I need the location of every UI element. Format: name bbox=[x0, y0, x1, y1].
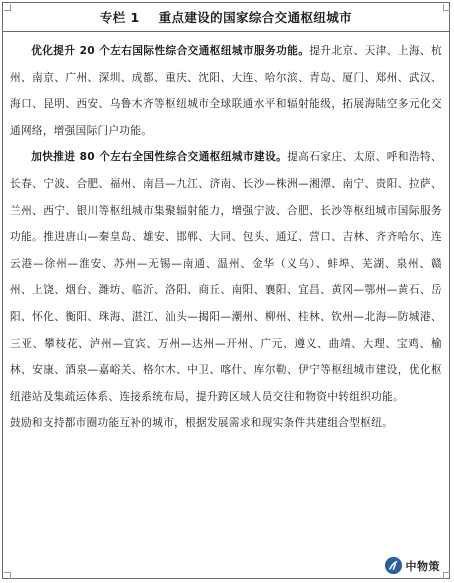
paragraph-national-hubs bbox=[10, 144, 442, 410]
column-title: 专栏 1 重点建设的国家综合交通枢纽城市 bbox=[99, 9, 353, 25]
logo-mark-icon bbox=[385, 557, 402, 574]
column-body bbox=[10, 38, 442, 437]
crop-mark-bottom-left bbox=[4, 572, 11, 579]
paragraph-lead: 加快推进 80 个左右全国性综合交通枢纽城市建设。 bbox=[31, 151, 288, 164]
crop-mark-bottom-right bbox=[443, 572, 450, 579]
paragraph-international-hubs bbox=[10, 38, 442, 144]
paragraph-combined-hubs: 鼓励和支持都市圈功能互补的城市，根据发展需求和现实条件共建组合型枢纽。 bbox=[10, 417, 394, 430]
logo-text: 中物策 bbox=[405, 559, 440, 573]
paragraph-text: 提升北京、天津、上海、杭州、南京、广州、深圳、成都、重庆、沈阳、大连、哈尔滨、青岛、厦门、郑州、武汉、海口、昆明、西安、乌鲁木齐等枢纽城市全球联通水平和辐射能级，拓展海陆空多元化交通网络，增强国际门户功能。 bbox=[10, 45, 442, 137]
paragraph-text: 提高石家庄、太原、呼和浩特、长春、宁波、合肥、福州、南昌—九江、济南、长沙—株洲—湘潭、南宁、贵阳、拉萨、兰州、西宁、银川等枢纽城市集聚辐射能力，增强宁波、合肥、长沙等枢纽城市国际服务功能。推进唐山—秦皇岛、雄安、邯郸、大同、包头、通辽、营口、吉林、齐齐哈尔、连云港—徐州—淮安、苏州—无锡—南通、温州、金华（义乌）、蚌埠、芜湖、泉州、赣州、上饶、烟台、潍坊、临沂、洛阳、商丘、南阳、襄阳、宜昌、黄冈—鄂州—黄石、岳阳、怀化、衡阳、珠海、湛江、汕头—揭阳—潮州、柳州、桂林、钦州—北海—防城港、三亚、攀枝花、泸州—宜宾、万州—达州—开州、广元、遵义、曲靖、大理、宝鸡、榆林、安康、酒泉—嘉峪关、格尔木、中卫、喀什、库尔勒、伊宁等枢纽城市建设，优化枢纽港站及集疏运体系、连接系统布局，提升跨区域人员交往和物资中转组织功能。 bbox=[10, 151, 442, 403]
watermark-logo bbox=[385, 557, 441, 574]
column-header bbox=[2, 2, 450, 32]
paragraph-lead: 优化提升 20 个左右国际性综合交通枢纽城市服务功能。 bbox=[31, 45, 310, 57]
